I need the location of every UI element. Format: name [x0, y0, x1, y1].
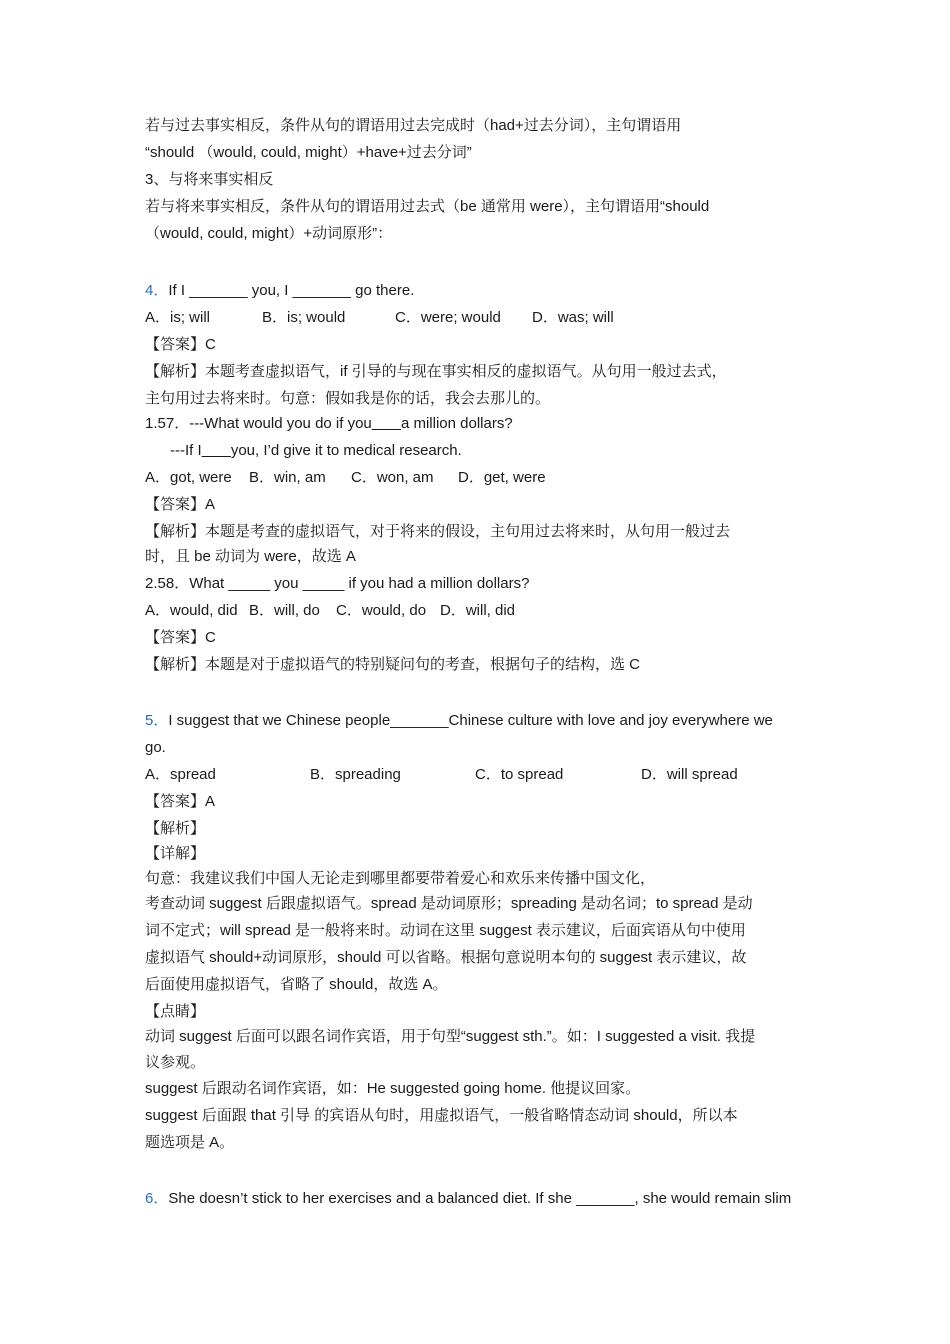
option-d: D．get, were	[458, 469, 546, 486]
option-c: C．would, do	[336, 602, 427, 619]
question-2-58: 2.58．What _____ you _____ if you had a million dollars?	[145, 575, 530, 592]
option-c: C．to spread	[475, 766, 564, 783]
detail-line: 句意：我建议我们中国人无论走到哪里都要带着爱心和欢乐来传播中国文化，	[145, 870, 656, 887]
option-a: A．is; will	[145, 309, 211, 326]
detail-line: 后面使用虚拟语气，省略了 should，故选 A。	[145, 976, 448, 993]
tip-label: 【点睛】	[145, 1003, 206, 1020]
option-b: B．is; would	[262, 309, 346, 326]
analysis: 【解析】本题是考查的虚拟语气，对于将来的假设，主句用过去将来时，从句用一般过去	[145, 523, 731, 540]
option-d: D．was; will	[532, 309, 614, 326]
option-b: B．spreading	[310, 766, 401, 783]
analysis: 【解析】本题是对于虚拟语气的特别疑问句的考查，根据句子的结构，选 C	[145, 656, 641, 673]
option-b: B．will, do	[249, 602, 320, 619]
question-text: a million dollars?	[400, 415, 513, 432]
analysis: 时，且 be 动词为 were，故选 A	[145, 548, 356, 565]
tip-line: suggest 后面跟 that 引导 的宾语从句时，用虚拟语气，一般省略情态动词 should，所以本	[145, 1107, 738, 1124]
text-line: 3、与将来事实相反	[145, 171, 274, 188]
text-line: （would, could, might）+动词原形”：	[145, 225, 393, 242]
detail-line: 虚拟语气 should+动词原形，should 可以省略。根据句意说明本句的 suggest 表示建议，故	[145, 949, 747, 966]
option-c: C．were; would	[395, 309, 501, 326]
question-text: If I _______ you, I _______ go there.	[168, 282, 415, 299]
option-d: D．will, did	[440, 602, 516, 619]
text-line: “should （would, could, might）+have+过去分词”	[145, 144, 472, 161]
analysis: 主句用过去将来时。句意：假如我是你的话，我会去那儿的。	[145, 390, 551, 407]
blank	[202, 442, 231, 459]
question-6	[145, 1189, 791, 1209]
detail-line: 词不定式；will spread 是一般将来时。动词在这里 suggest 表示建议，后面宾语从句中使用	[145, 922, 746, 939]
question-1-57-options	[145, 468, 546, 488]
option-a: A．spread	[145, 766, 216, 783]
answer: 【答案】C	[145, 336, 216, 353]
option-a: A．would, did	[145, 602, 238, 619]
question-4-options	[145, 308, 614, 328]
question-number: 6．	[145, 1190, 169, 1207]
detail-label: 【详解】	[145, 845, 206, 862]
tip-line: suggest 后跟动名词作宾语，如：He suggested going home. 他提议回家。	[145, 1080, 641, 1097]
question-number: 5．	[145, 712, 169, 729]
question-text: ---If I	[170, 442, 202, 459]
text-line: 若与将来事实相反，条件从句的谓语用过去式（be 通常用 were），主句谓语用“should	[145, 198, 710, 215]
tip-line: 议参观。	[145, 1054, 206, 1071]
question-text: I suggest that we Chinese people_______Chinese culture with love and joy everywhere we	[168, 712, 773, 729]
question-text: She doesn’t stick to her exercises and a balanced diet. If she _______, she would remain slim	[168, 1190, 792, 1207]
tip-line: 题选项是 A。	[145, 1134, 235, 1151]
detail-line: 考查动词 suggest 后跟虚拟语气。spread 是动词原形；spreading 是动名词；to spread 是动	[145, 895, 753, 912]
answer: 【答案】A	[145, 496, 216, 513]
question-1-57-line2	[170, 441, 462, 461]
text-line: 若与过去事实相反，条件从句的谓语用过去完成时（had+过去分词），主句谓语用	[145, 117, 682, 134]
analysis: 【解析】本题考查虚拟语气，if 引导的与现在事实相反的虚拟语气。从句用一般过去式，	[145, 363, 727, 380]
answer: 【答案】C	[145, 629, 216, 646]
analysis-label: 【解析】	[145, 820, 206, 837]
question-4	[145, 281, 414, 301]
blank	[372, 415, 401, 432]
question-text: 1.57．---What would you do if you	[145, 415, 372, 432]
option-b: B．win, am	[249, 469, 326, 486]
question-5	[145, 711, 773, 731]
question-text: you, I’d give it to medical research.	[230, 442, 462, 459]
option-a: A．got, were	[145, 469, 232, 486]
answer: 【答案】A	[145, 793, 216, 810]
question-2-58-options	[145, 601, 515, 621]
option-d: D．will spread	[641, 766, 738, 783]
question-1-57	[145, 414, 513, 434]
option-c: C．won, am	[351, 469, 434, 486]
question-number: 4．	[145, 282, 169, 299]
question-5-options	[145, 765, 738, 785]
question-text: go.	[145, 739, 166, 756]
tip-line: 动词 suggest 后面可以跟名词作宾语，用于句型“suggest sth.”。如：I suggested a visit. 我提	[145, 1028, 756, 1045]
